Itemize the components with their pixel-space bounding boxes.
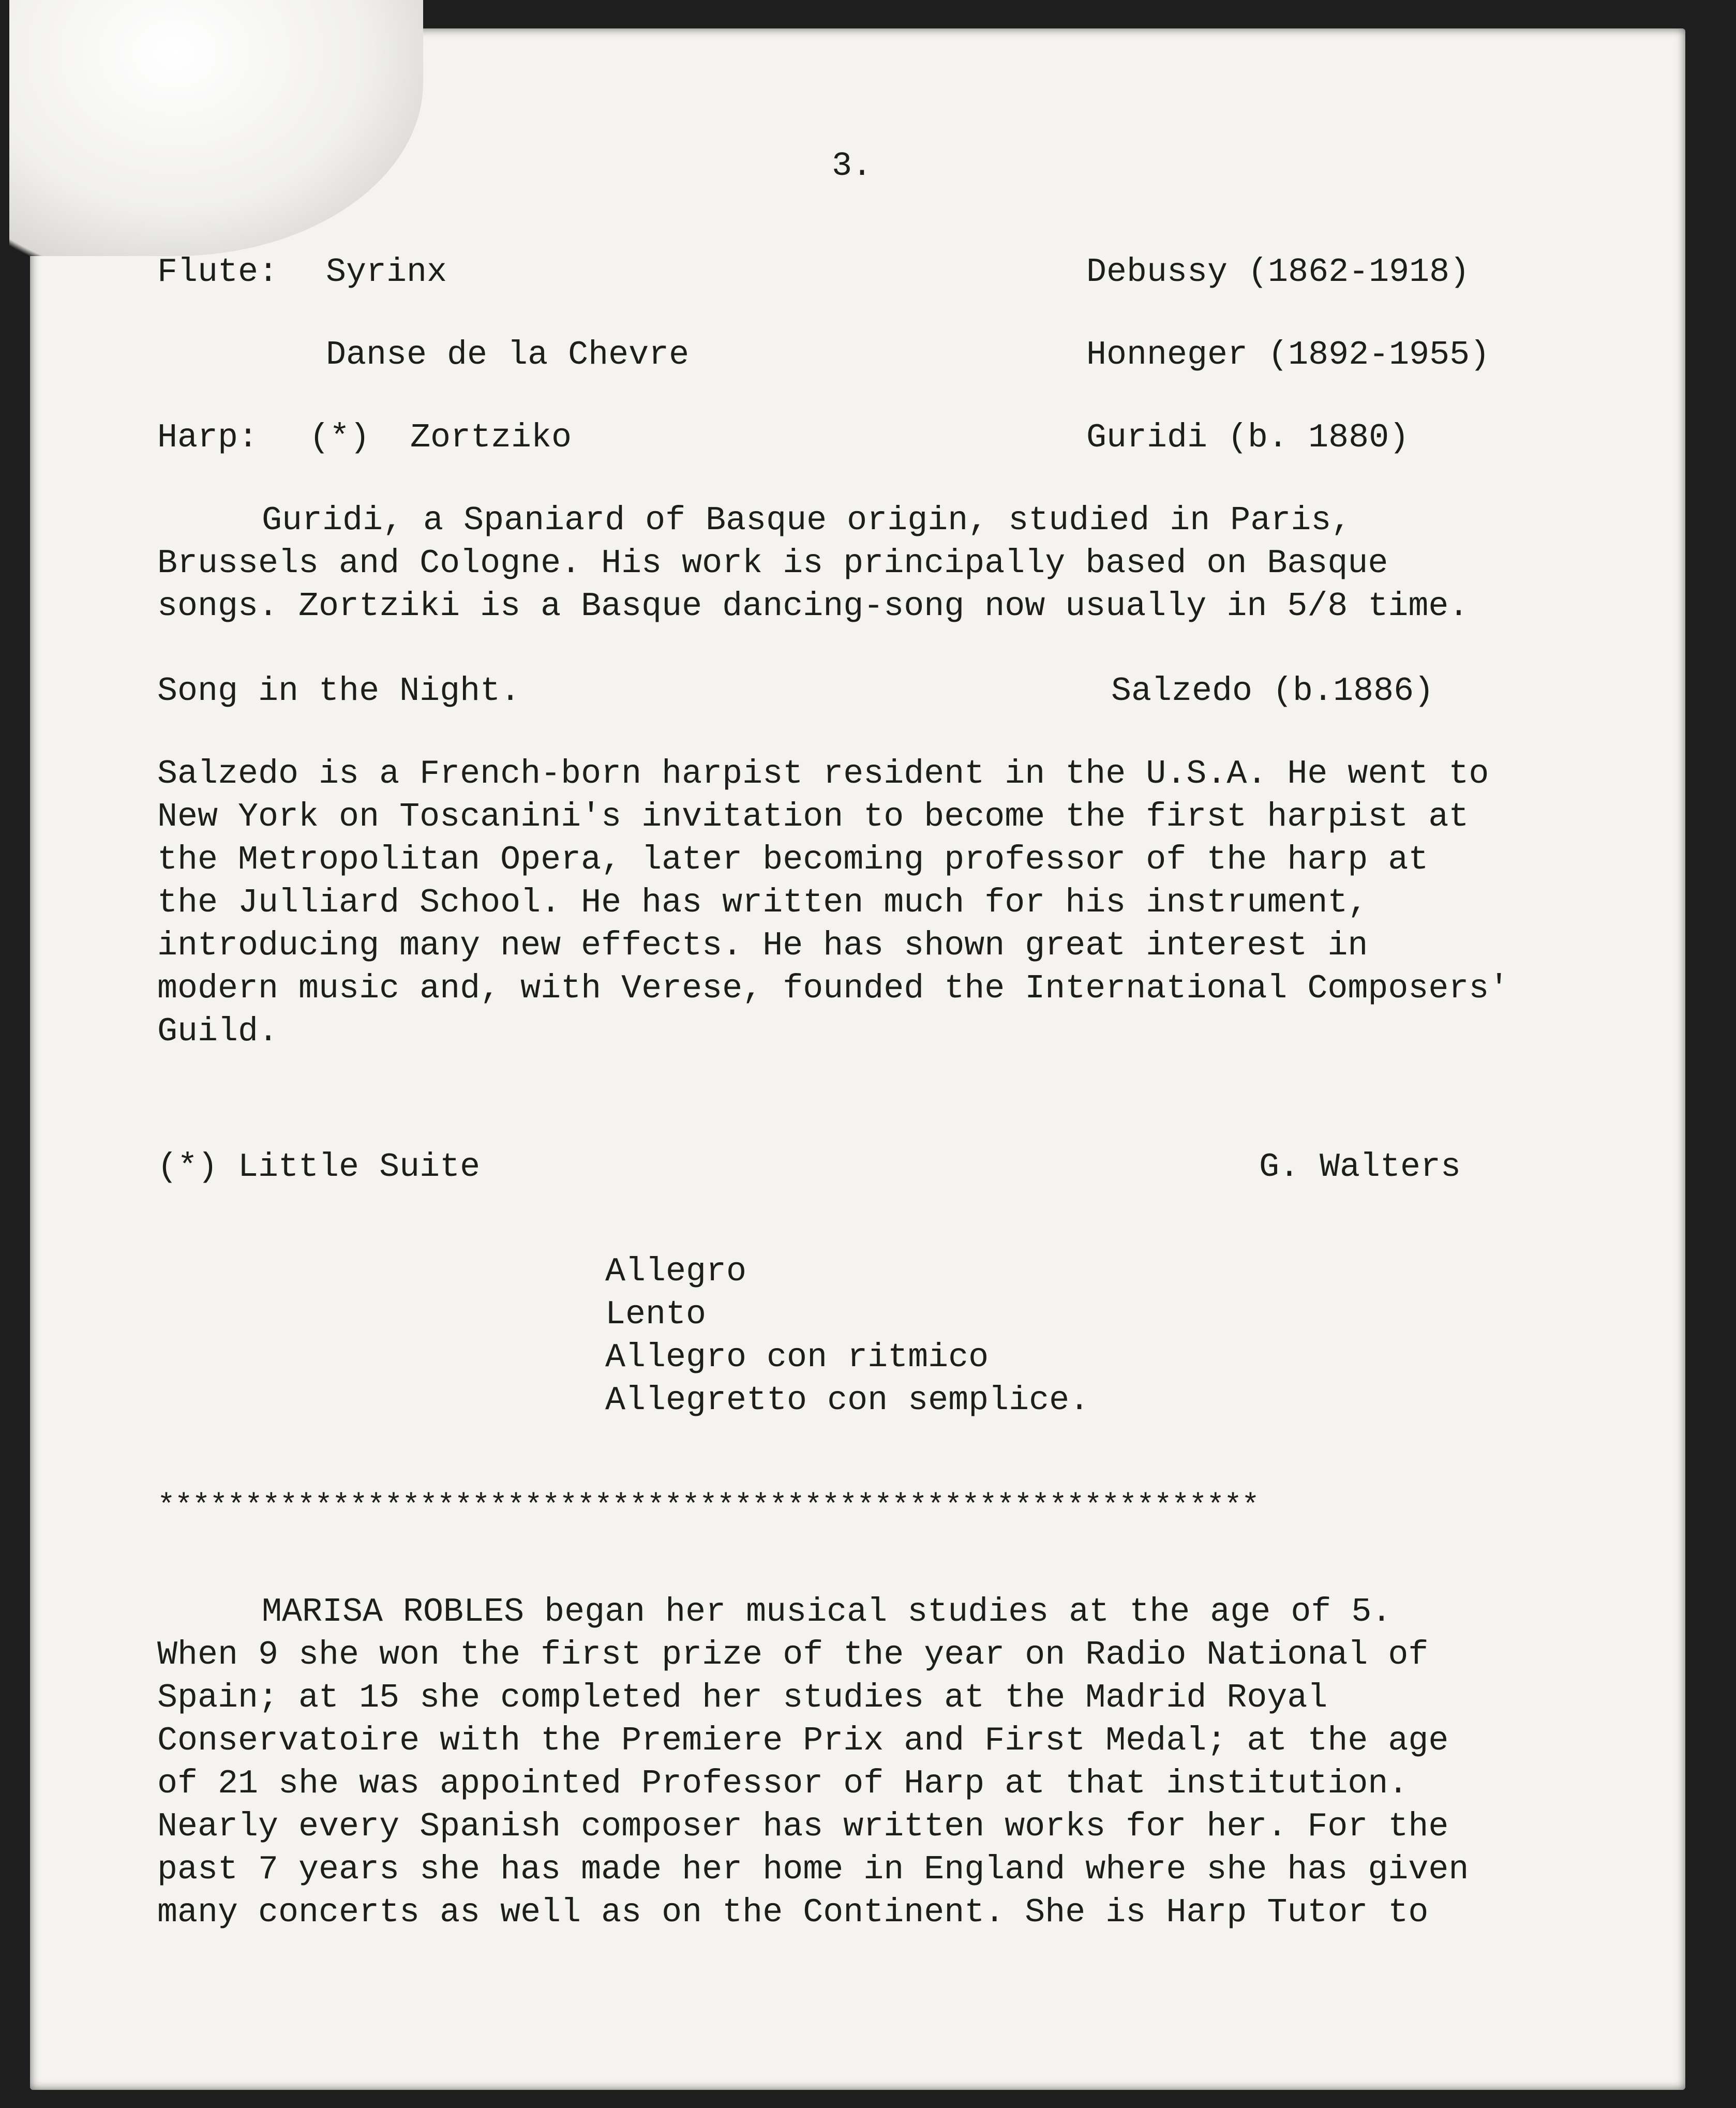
suite-movement-2: Lento [605,1295,707,1334]
salzedo-note-line-6: modern music and, with Verese, founded the International Composers' [157,969,1509,1008]
flute-label: Flute: [157,253,279,291]
guridi-note-line-1: Guridi, a Spaniard of Basque origin, studied in Paris, [262,501,1352,540]
suite-movement-1: Allegro [605,1252,747,1291]
harp-mark: (*) [309,418,370,457]
salzedo-note-line-2: New York on Toscanini's invitation to become the first harpist at [157,798,1469,836]
suite-movement-4: Allegretto con semplice. [605,1381,1090,1419]
flute-composer-honneger: Honneger (1892-1955) [1086,336,1490,374]
bio-line-5: of 21 she was appointed Professor of Harp at that institution. [157,1765,1409,1803]
flute-composer-debussy: Debussy (1862-1918) [1086,253,1470,291]
salzedo-note-line-5: introducing many new effects. He has shown great interest in [157,926,1368,965]
bio-line-3: Spain; at 15 she completed her studies at the Madrid Royal [157,1679,1328,1717]
salzedo-note-line-4: the Julliard School. He has written much for his instrument, [157,884,1368,922]
bio-line-8: many concerts as well as on the Continent. She is Harp Tutor to [157,1893,1429,1932]
song-title: Song in the Night. [157,672,521,710]
suite-composer: G. Walters [1259,1148,1461,1186]
salzedo-note-line-1: Salzedo is a French-born harpist resident in the U.S.A. He went to [157,755,1489,793]
page-number: 3. [832,147,873,185]
bio-line-1: MARISA ROBLES began her musical studies at the age of 5. [262,1593,1392,1631]
salzedo-note-line-7: Guild. [157,1012,279,1051]
harp-piece-zortziko: Zortziko [410,418,572,457]
page-curl [9,0,423,256]
harp-label: Harp: [157,418,259,457]
flute-piece-danse: Danse de la Chevre [326,336,690,374]
flute-piece-syrinx: Syrinx [326,253,447,291]
song-composer: Salzedo (b.1886) [1111,672,1434,710]
guridi-note-line-3: songs. Zortziki is a Basque dancing-song now usually in 5/8 time. [157,587,1469,625]
suite-title: (*) Little Suite [157,1148,481,1186]
harp-composer-guridi: Guridi (b. 1880) [1086,418,1410,457]
bio-line-4: Conservatoire with the Premiere Prix and First Medal; at the age [157,1722,1449,1760]
bio-line-2: When 9 she won the first prize of the year on Radio National of [157,1636,1429,1674]
suite-movement-3: Allegro con ritmico [605,1338,989,1377]
salzedo-note-line-3: the Metropolitan Opera, later becoming professor of the harp at [157,841,1429,879]
bio-line-7: past 7 years she has made her home in England where she has given [157,1850,1469,1889]
star-divider: *************************************************************** [157,1490,1259,1523]
guridi-note-line-2: Brussels and Cologne. His work is principally based on Basque [157,544,1388,582]
bio-line-6: Nearly every Spanish composer has written works for her. For the [157,1807,1449,1846]
